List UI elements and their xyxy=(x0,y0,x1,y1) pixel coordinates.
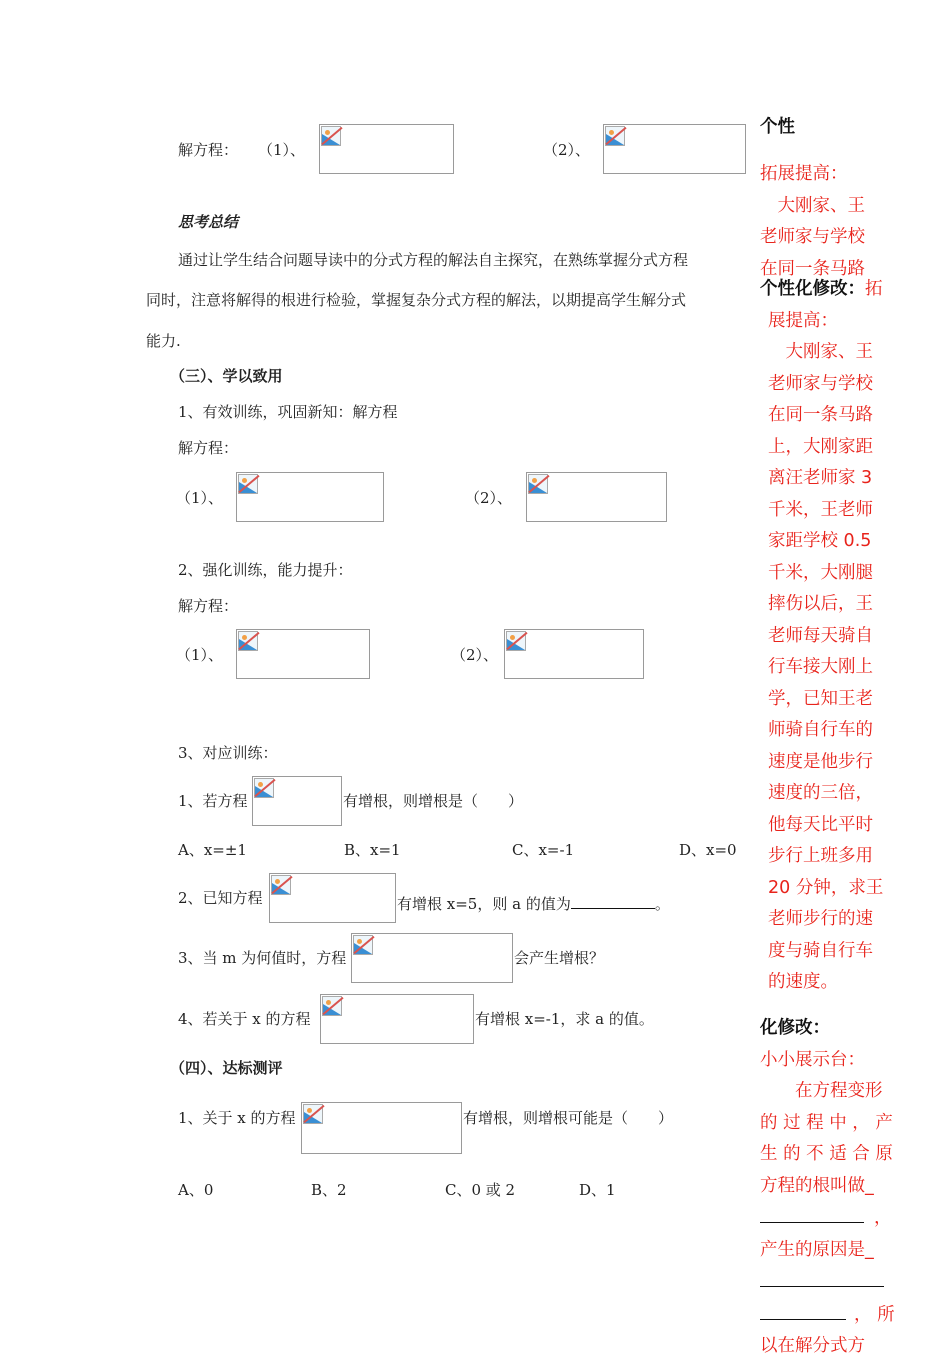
solve-label: 解方程： xyxy=(178,141,239,159)
broken-image-icon xyxy=(528,474,548,494)
option-c: C、x=-1 xyxy=(512,841,575,859)
q2-solve-label: 解方程： xyxy=(178,597,239,615)
p2-prefix: 2、已知方程 xyxy=(178,889,263,907)
s4-q1-prefix: 1、关于 x 的方程 xyxy=(178,1109,296,1127)
sidebar-line: 摔伤以后，王 xyxy=(768,594,873,614)
p4-suffix: 有增根 x=-1，求 a 的值。 xyxy=(475,1010,654,1028)
tail-text: ， 所 xyxy=(854,1304,895,1325)
sidebar-showcase xyxy=(760,1013,900,1356)
equation-image xyxy=(603,124,746,174)
answer-blank xyxy=(760,1202,864,1223)
reflection-line-3: 能力. xyxy=(146,332,181,350)
sidebar-label: 化修改： xyxy=(760,1018,830,1038)
broken-image-icon xyxy=(353,935,373,955)
reflection-paragraph xyxy=(146,248,746,358)
p3-prefix: 3、当 m 为何值时，方程 xyxy=(178,949,347,967)
equation-image xyxy=(252,776,342,826)
answer-blank xyxy=(760,1299,846,1320)
sidebar-line: 离汪老师家 3 xyxy=(768,468,873,488)
equation-image xyxy=(269,873,396,923)
blank-line xyxy=(760,1202,900,1235)
p2-suffix xyxy=(397,888,670,914)
sidebar-line: 在同一条马路 xyxy=(768,405,873,425)
p1-suffix: 有增根，则增根是（ ） xyxy=(343,792,524,810)
broken-image-icon xyxy=(322,996,342,1016)
blank-line xyxy=(760,1299,900,1332)
q3-title: 3、对应训练： xyxy=(178,744,278,762)
broken-image-icon xyxy=(238,631,258,651)
sidebar-label: 个性化修改： xyxy=(760,279,865,299)
sidebar-line: 千米，大刚腿 xyxy=(768,562,873,583)
p2-end: 。 xyxy=(654,895,670,913)
q2-item-2-label: （2）、 xyxy=(451,646,499,664)
reason-label: 产生的原因是_ xyxy=(760,1239,874,1260)
p4-prefix: 4、若关于 x 的方程 xyxy=(178,1010,311,1028)
equation-image xyxy=(301,1102,462,1154)
reflection-line-1: 通过让学生结合问题导读中的分式方程的解法自主探究，在熟练掌握分式方程 xyxy=(178,251,689,269)
ext-heading-start: 拓 xyxy=(865,279,883,299)
item-2-label: （2）、 xyxy=(543,141,591,159)
s4-option-b: B、2 xyxy=(311,1181,347,1199)
equation-image xyxy=(320,994,474,1044)
reflection-heading: 思考总结 xyxy=(178,213,239,231)
sidebar-line: 20 分钟，求王 xyxy=(768,877,884,898)
broken-image-icon xyxy=(506,631,526,651)
equation-image xyxy=(236,472,384,522)
s4-option-c: C、0 或 2 xyxy=(445,1181,516,1199)
broken-image-icon xyxy=(238,474,258,494)
answer-blank xyxy=(760,1266,884,1287)
sidebar-line: 在同一条马路 xyxy=(760,258,865,279)
broken-image-icon xyxy=(254,778,274,798)
sidebar-extension xyxy=(760,274,900,999)
section-3-heading: （三）、学以致用 xyxy=(170,367,283,385)
reflection-line-2: 同时，注意将解得的根进行检验，掌握复杂分式方程的解法，以期提高学生解分式 xyxy=(146,291,687,309)
show-lines xyxy=(760,1076,900,1202)
sidebar-line: 的速度。 xyxy=(768,972,838,992)
p1-prefix: 1、若方程 xyxy=(178,792,248,810)
answer-blank xyxy=(571,888,655,909)
q1-title: 1、有效训练，巩固新知：解方程 xyxy=(178,403,398,421)
broken-image-icon xyxy=(605,126,625,146)
s4-q1-suffix: 有增根，则增根可能是（ ） xyxy=(463,1109,674,1127)
section-4-heading: （四）、达标测评 xyxy=(170,1059,283,1077)
q1-item-1-label: （1）、 xyxy=(176,489,224,507)
sidebar-line: 度与骑自行车 xyxy=(768,940,873,961)
option-d: D、x=0 xyxy=(679,841,737,859)
sidebar-line: 千米，王老师 xyxy=(768,499,873,520)
broken-image-icon xyxy=(321,126,341,146)
option-b: B、x=1 xyxy=(344,841,401,859)
sidebar-line: 家距学校 0.5 xyxy=(768,531,872,551)
sidebar-line: 老师每天骑自 xyxy=(768,625,873,646)
broken-image-icon xyxy=(303,1104,323,1124)
sidebar-extension-clipped xyxy=(760,159,900,279)
equation-image xyxy=(236,629,370,679)
q2-title: 2、强化训练，能力提升： xyxy=(178,561,353,579)
q1-item-2-label: （2）、 xyxy=(465,489,513,507)
broken-image-icon xyxy=(271,875,291,895)
ext-heading: 拓展提高： xyxy=(760,164,848,184)
p2-text: 有增根 x=5，则 a 的值为 xyxy=(397,895,571,913)
sidebar-line: 速度是他步行 xyxy=(768,751,873,772)
sidebar-line: 大刚家、王 xyxy=(768,342,873,362)
sidebar-line: 大刚家、王 xyxy=(760,195,865,216)
sidebar-line: 师骑自行车的 xyxy=(768,720,873,740)
equation-image xyxy=(319,124,454,174)
comma: ， xyxy=(874,1208,892,1228)
sidebar-line: 生 的 不 适 合 原 xyxy=(760,1144,893,1164)
equation-image xyxy=(526,472,667,522)
option-a: A、x=±1 xyxy=(178,841,247,859)
ext-lines-top xyxy=(760,191,900,286)
ext-heading: 展提高： xyxy=(768,310,838,331)
sidebar-label-top xyxy=(760,112,795,144)
sidebar-line: 速度的三倍， xyxy=(768,783,873,803)
sidebar-line: 学，已知王老 xyxy=(768,688,873,709)
sidebar-line: 行车接大刚上 xyxy=(768,657,873,677)
sidebar-line: 步行上班多用 xyxy=(768,846,873,866)
sidebar-line: 老师家与学校 xyxy=(768,373,873,394)
ext-lines xyxy=(760,337,900,999)
sidebar-line: 的 过 程 中 ， 产 xyxy=(760,1112,893,1133)
sidebar-line: 上，大刚家距 xyxy=(768,436,873,457)
s4-option-a: A、0 xyxy=(178,1181,214,1199)
sidebar-line: 在方程变形 xyxy=(760,1081,883,1101)
cut-line: 以在解分式方 xyxy=(760,1336,865,1356)
p3-suffix: 会产生增根？ xyxy=(514,949,605,967)
sidebar-line: 老师步行的速 xyxy=(768,909,873,929)
show-heading: 小小展示台： xyxy=(760,1049,865,1070)
sidebar-label: 个性 xyxy=(760,117,795,137)
s4-option-d: D、1 xyxy=(579,1181,616,1199)
q2-item-1-label: （1）、 xyxy=(176,646,224,664)
sidebar-line: 方程的根叫做_ xyxy=(760,1175,874,1196)
item-1-label: （1）、 xyxy=(258,141,306,159)
q1-solve-label: 解方程： xyxy=(178,439,239,457)
sidebar-line: 老师家与学校 xyxy=(760,227,865,247)
equation-image xyxy=(504,629,644,679)
blank-line xyxy=(760,1266,900,1299)
equation-image xyxy=(351,933,513,983)
sidebar-line: 他每天比平时 xyxy=(768,814,873,835)
